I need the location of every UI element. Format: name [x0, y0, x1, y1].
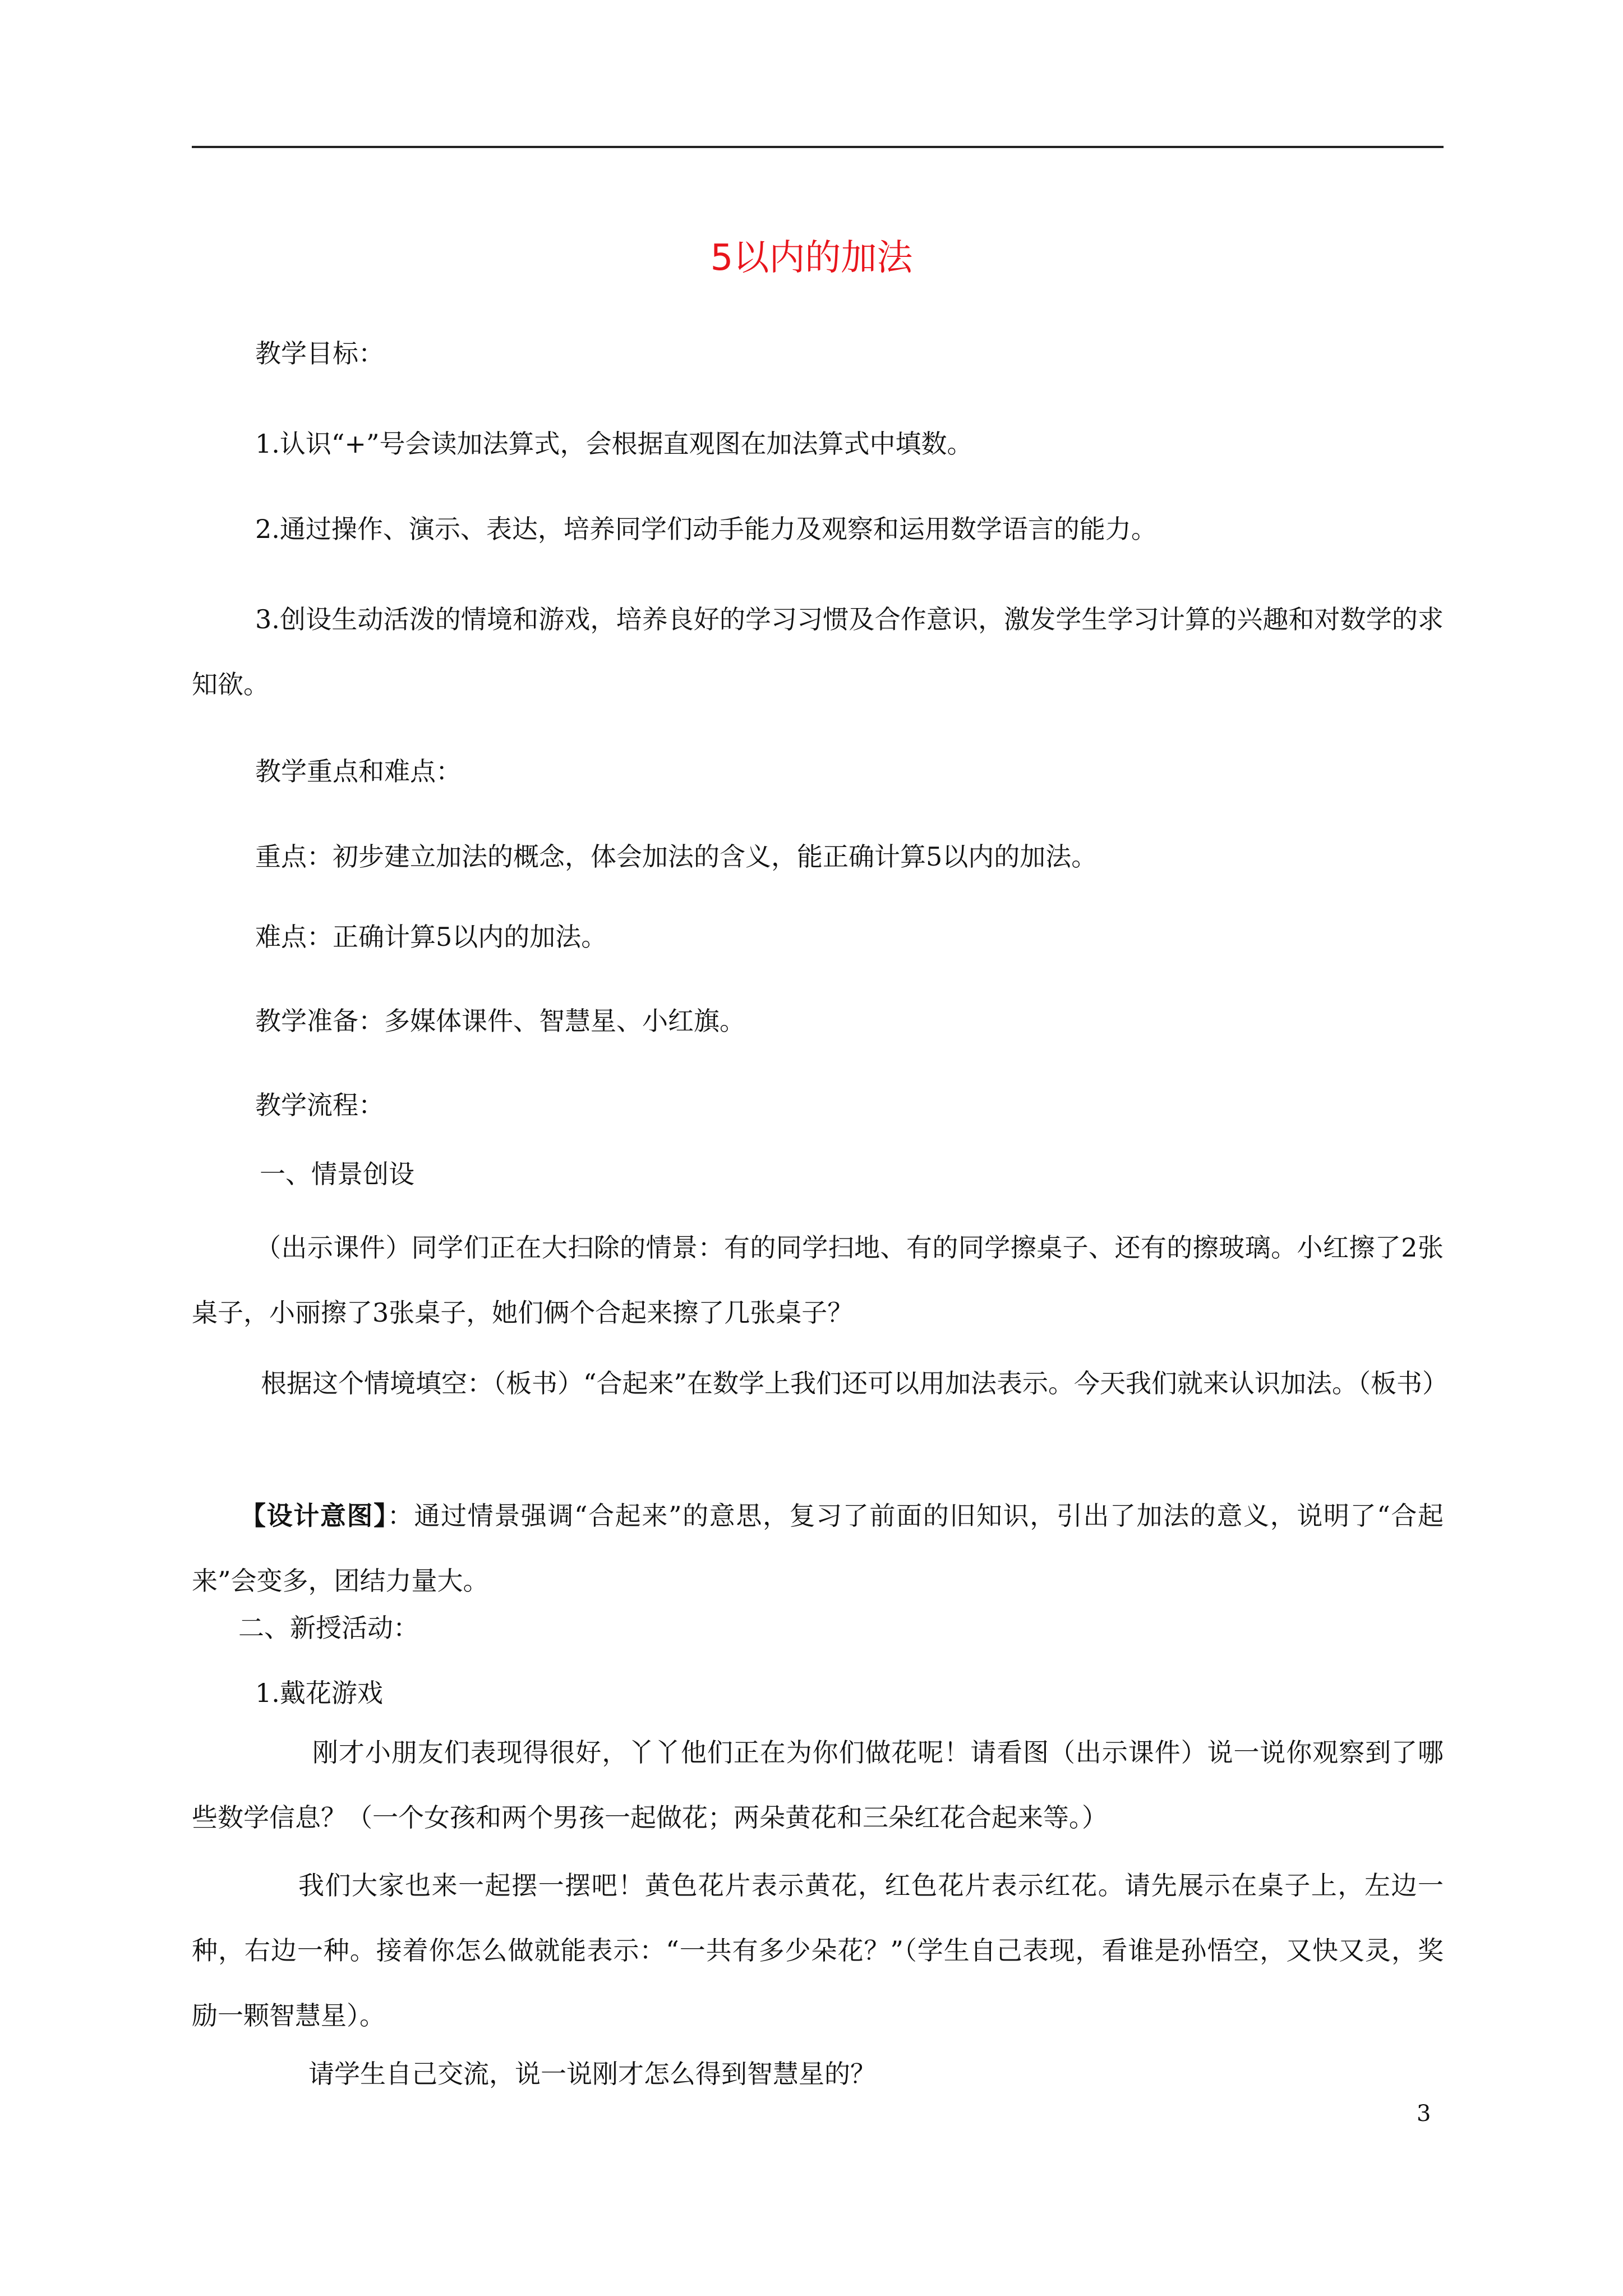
key-point: 重点：初步建立加法的概念，体会加法的含义，能正确计算5以内的加法。 — [255, 841, 1098, 872]
board-paragraph: 根据这个情境填空：（板书）“合起来”在数学上我们还可以用加法表示。今天我们就来认识加法。（板书） — [261, 1368, 1449, 1398]
scene-paragraph: （出示课件）同学们正在大扫除的情景：有的同学扫地、有的同学擦桌子、还有的擦玻璃。小红擦了2张桌子，小丽擦了3张桌子，她们俩个合起来擦了几张桌子？ — [192, 1232, 1444, 1328]
process-heading: 教学流程： — [255, 1090, 384, 1120]
design-label: 【设计意图】 — [240, 1501, 388, 1531]
activity-1-heading: 1.戴花游戏 — [255, 1678, 383, 1708]
key-heading: 教学重点和难点： — [255, 756, 462, 786]
section-1-heading: 一、情景创设 — [260, 1159, 414, 1189]
goal-1: 1.认识“+”号会读加法算式，会根据直观图在加法算式中填数。 — [255, 429, 973, 459]
document-title: 5以内的加法 — [710, 237, 913, 279]
activity-1-paragraph-3: 请学生自己交流，说一说刚才怎么得到智慧星的？ — [308, 2059, 876, 2089]
section-2-heading: 二、新授活动： — [238, 1613, 419, 1643]
header-rule — [192, 146, 1444, 148]
activity-1-paragraph-2: 我们大家也来一起摆一摆吧！黄色花片表示黄花，红色花片表示红花。请先展示在桌子上，左边一种，右边一种。接着你怎么做就能表示：“一共有多少朵花？”（学生自己表现，看谁是孙悟空，又快又灵，奖励一颗智慧星）。 — [192, 1870, 1444, 2031]
difficulty: 难点：正确计算5以内的加法。 — [255, 922, 607, 952]
preparation: 教学准备：多媒体课件、智慧星、小红旗。 — [255, 1006, 745, 1036]
design-paragraph — [192, 1483, 1444, 1613]
goals-heading: 教学目标： — [255, 338, 384, 369]
design-text: ：通过情景强调“合起来”的意思，复习了前面的旧知识，引出了加法的意义，说明了“合起来”会变多，团结力量大。 — [192, 1501, 1444, 1596]
activity-1-paragraph: 刚才小朋友们表现得很好，丫丫他们正在为你们做花呢！请看图（出示课件）说一说你观察到了哪些数学信息？（一个女孩和两个男孩一起做花；两朵黄花和三朵红花合起来等。） — [192, 1737, 1444, 1833]
page-number: 3 — [1417, 2101, 1431, 2127]
goal-2: 2.通过操作、演示、表达，培养同学们动手能力及观察和运用数学语言的能力。 — [255, 514, 1157, 544]
goal-3: 3.创设生动活泼的情境和游戏，培养良好的学习习惯及合作意识，激发学生学习计算的兴趣和对数学的求知欲。 — [192, 604, 1444, 700]
